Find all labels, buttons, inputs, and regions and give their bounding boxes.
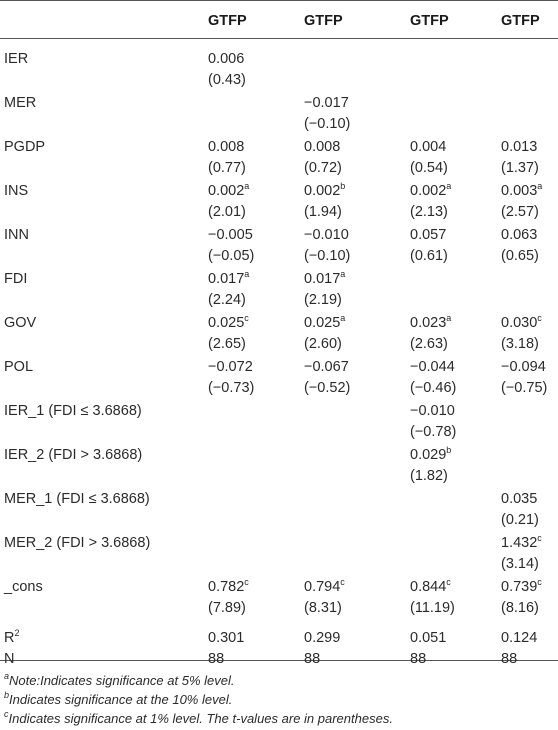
row-label: POL <box>4 359 34 375</box>
footnote <box>4 710 393 728</box>
coefficient-cell <box>208 180 249 202</box>
coefficient-value: 0.063 <box>501 227 538 243</box>
significance-mark: a <box>340 313 346 323</box>
coefficient-cell <box>501 136 537 158</box>
significance-mark: a <box>446 181 452 191</box>
row-label: PGDP <box>4 139 46 155</box>
coefficient-cell <box>501 532 542 554</box>
significance-mark: b <box>340 181 346 191</box>
r2-label: R <box>4 630 15 646</box>
n-value: 88 <box>208 651 225 667</box>
coefficient-value: −0.010 <box>410 403 455 419</box>
t-value-cell: (−0.46) <box>410 380 457 396</box>
coefficient-value: 0.782 <box>208 579 245 595</box>
coefficient-value: −0.094 <box>501 359 546 375</box>
coefficient-value: 0.029 <box>410 447 447 463</box>
row-label: MER_2 (FDI > 3.6868) <box>4 535 151 551</box>
coefficient-cell <box>410 576 451 598</box>
t-value-cell: (2.01) <box>208 204 246 220</box>
coefficient-cell <box>304 312 345 334</box>
coefficient-cell <box>410 312 451 334</box>
coefficient-value: 0.017 <box>208 271 245 287</box>
footnote-text: Indicates significance at the 10% level. <box>9 692 233 707</box>
n-value: 88 <box>501 651 518 667</box>
coefficient-cell <box>410 444 451 466</box>
t-value-cell: (2.63) <box>410 336 448 352</box>
row-label: MER <box>4 95 37 111</box>
coefficient-cell <box>304 92 349 114</box>
coefficient-cell <box>501 576 542 598</box>
significance-mark: a <box>244 269 250 279</box>
t-value-cell: (7.89) <box>208 600 246 616</box>
row-label: INN <box>4 227 29 243</box>
significance-mark: c <box>537 577 542 587</box>
t-value-cell: (8.16) <box>501 600 539 616</box>
header-col-1: GTFP <box>208 13 247 29</box>
t-value-cell: (−0.75) <box>501 380 548 396</box>
coefficient-value: 0.004 <box>410 139 447 155</box>
row-label: INS <box>4 183 29 199</box>
coefficient-cell <box>501 488 537 510</box>
header-rule <box>0 38 558 39</box>
significance-mark: b <box>446 445 452 455</box>
significance-mark: a <box>244 181 250 191</box>
footnote-text: Indicates significance at 1% level. The t-values are in parentheses. <box>8 711 393 726</box>
coefficient-cell <box>304 576 345 598</box>
significance-mark: c <box>537 533 542 543</box>
coefficient-cell <box>304 136 340 158</box>
footnote-mark: a <box>4 671 10 681</box>
footnote-mark: b <box>4 690 10 700</box>
row-label: IER <box>4 51 29 67</box>
significance-mark: c <box>244 577 249 587</box>
coefficient-cell <box>501 224 537 246</box>
t-value-cell: (0.21) <box>501 512 539 528</box>
coefficient-value: −0.072 <box>208 359 253 375</box>
coefficient-cell <box>208 224 253 246</box>
coefficient-value: 0.025 <box>208 315 245 331</box>
t-value-cell: (2.65) <box>208 336 246 352</box>
coefficient-value: 0.025 <box>304 315 341 331</box>
row-label: _cons <box>4 579 43 595</box>
t-value-cell: (2.19) <box>304 292 342 308</box>
coefficient-value: 0.023 <box>410 315 447 331</box>
row-label: MER_1 (FDI ≤ 3.6868) <box>4 491 150 507</box>
footnote <box>4 691 232 709</box>
r2-value: 0.301 <box>208 630 245 646</box>
significance-mark: a <box>340 269 346 279</box>
t-value-cell: (1.94) <box>304 204 342 220</box>
t-value-cell: (−0.52) <box>304 380 351 396</box>
coefficient-value: 0.017 <box>304 271 341 287</box>
row-label: FDI <box>4 271 28 287</box>
top-rule <box>0 0 558 1</box>
n-value: 88 <box>410 651 427 667</box>
coefficient-value: −0.067 <box>304 359 349 375</box>
coefficient-value: 0.739 <box>501 579 538 595</box>
coefficient-cell <box>208 356 253 378</box>
footnote-text: Note:Indicates significance at 5% level. <box>9 673 235 688</box>
coefficient-cell <box>501 312 542 334</box>
r2-value: 0.124 <box>501 630 538 646</box>
t-value-cell: (1.37) <box>501 160 539 176</box>
t-value-cell: (−0.10) <box>304 248 351 264</box>
t-value-cell: (−0.05) <box>208 248 255 264</box>
coefficient-value: 0.794 <box>304 579 341 595</box>
coefficient-value: 0.035 <box>501 491 538 507</box>
t-value-cell: (0.61) <box>410 248 448 264</box>
row-label: GOV <box>4 315 37 331</box>
t-value-cell: (8.31) <box>304 600 342 616</box>
t-value-cell: (−0.73) <box>208 380 255 396</box>
coefficient-value: 0.002 <box>304 183 341 199</box>
coefficient-cell <box>304 180 345 202</box>
coefficient-cell <box>410 180 451 202</box>
coefficient-cell <box>410 400 455 422</box>
footnote-mark: c <box>4 709 9 719</box>
t-value-cell: (2.24) <box>208 292 246 308</box>
t-value-cell: (1.82) <box>410 468 448 484</box>
footnote <box>4 672 234 690</box>
coefficient-cell <box>304 356 349 378</box>
coefficient-value: 0.002 <box>208 183 245 199</box>
coefficient-value: −0.005 <box>208 227 253 243</box>
coefficient-cell <box>208 268 249 290</box>
r2-superscript: 2 <box>14 628 20 638</box>
header-col-3: GTFP <box>410 13 449 29</box>
significance-mark: c <box>340 577 345 587</box>
coefficient-value: 0.008 <box>304 139 341 155</box>
r2-value: 0.051 <box>410 630 447 646</box>
n-value: 88 <box>304 651 321 667</box>
t-value-cell: (−0.78) <box>410 424 457 440</box>
coefficient-cell <box>208 48 244 70</box>
t-value-cell: (2.13) <box>410 204 448 220</box>
significance-mark: c <box>537 313 542 323</box>
t-value-cell: (0.43) <box>208 72 246 88</box>
coefficient-value: −0.010 <box>304 227 349 243</box>
t-value-cell: (0.77) <box>208 160 246 176</box>
coefficient-cell <box>208 136 244 158</box>
t-value-cell: (0.72) <box>304 160 342 176</box>
header-col-4: GTFP <box>501 13 540 29</box>
significance-mark: c <box>244 313 249 323</box>
r2-value: 0.299 <box>304 630 341 646</box>
coefficient-cell <box>501 180 542 202</box>
t-value-cell: (3.18) <box>501 336 539 352</box>
coefficient-cell <box>208 576 249 598</box>
t-value-cell: (2.57) <box>501 204 539 220</box>
row-label: IER_1 (FDI ≤ 3.6868) <box>4 403 142 419</box>
coefficient-cell <box>208 312 249 334</box>
row-label-r2 <box>4 627 20 649</box>
t-value-cell: (3.14) <box>501 556 539 572</box>
coefficient-cell <box>304 224 349 246</box>
coefficient-cell <box>304 268 345 290</box>
header-col-2: GTFP <box>304 13 343 29</box>
coefficient-value: 0.013 <box>501 139 538 155</box>
t-value-cell: (0.65) <box>501 248 539 264</box>
coefficient-value: −0.017 <box>304 95 349 111</box>
coefficient-value: 0.002 <box>410 183 447 199</box>
t-value-cell: (2.60) <box>304 336 342 352</box>
significance-mark: a <box>446 313 452 323</box>
t-value-cell: (11.19) <box>410 600 455 616</box>
t-value-cell: (−0.10) <box>304 116 351 132</box>
row-label: IER_2 (FDI > 3.6868) <box>4 447 143 463</box>
coefficient-value: 0.003 <box>501 183 538 199</box>
coefficient-cell <box>410 356 455 378</box>
row-label-n: N <box>4 651 15 667</box>
coefficient-value: 0.030 <box>501 315 538 331</box>
coefficient-cell <box>501 356 546 378</box>
significance-mark: c <box>446 577 451 587</box>
coefficient-cell <box>410 136 446 158</box>
significance-mark: a <box>537 181 543 191</box>
coefficient-value: 0.008 <box>208 139 245 155</box>
coefficient-value: 0.057 <box>410 227 447 243</box>
coefficient-value: 1.432 <box>501 535 538 551</box>
coefficient-value: −0.044 <box>410 359 455 375</box>
bottom-rule <box>0 660 558 661</box>
t-value-cell: (0.54) <box>410 160 448 176</box>
coefficient-cell <box>410 224 446 246</box>
coefficient-value: 0.844 <box>410 579 447 595</box>
coefficient-value: 0.006 <box>208 51 245 67</box>
